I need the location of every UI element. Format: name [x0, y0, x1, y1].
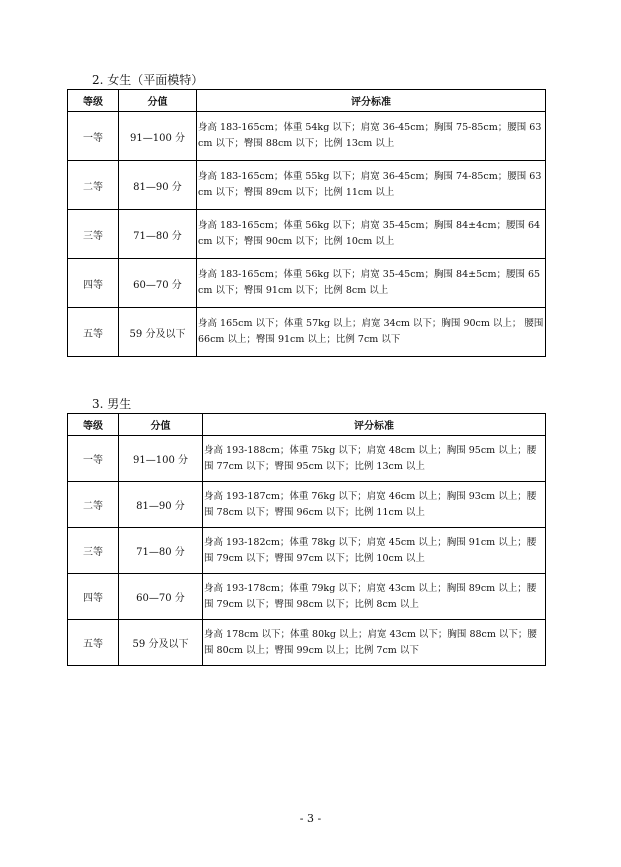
table-row [68, 308, 546, 357]
header-score: 分值 [119, 414, 203, 436]
table-row [68, 436, 546, 482]
grade-cell: 三等 [68, 210, 119, 259]
table-header-row [68, 90, 546, 112]
table-row [68, 528, 546, 574]
criteria-cell: 身高 193-188cm；体重 75kg 以下；肩宽 48cm 以上；胸围 95cm 以上；腰围 77cm 以下；臀围 95cm 以下；比例 13cm 以上 [203, 436, 546, 482]
criteria-cell: 身高 183-165cm；体重 56kg 以下；肩宽 35-45cm；胸围 84±5cm；腰围 65cm 以下；臀围 91cm 以下；比例 8cm 以上 [197, 259, 546, 308]
score-cell: 91—100 分 [119, 436, 203, 482]
criteria-cell: 身高 183-165cm；体重 54kg 以下；肩宽 36-45cm；胸围 75-85cm；腰围 63cm 以下；臀围 88cm 以下；比例 13cm 以上 [197, 112, 546, 161]
table-header-row [68, 414, 546, 436]
grade-cell: 二等 [68, 482, 119, 528]
header-grade: 等级 [68, 90, 119, 112]
table-row [68, 259, 546, 308]
table-row [68, 161, 546, 210]
score-cell: 59 分及以下 [119, 620, 203, 666]
grade-cell: 三等 [68, 528, 119, 574]
header-score: 分值 [119, 90, 197, 112]
grade-cell: 四等 [68, 574, 119, 620]
grade-cell: 五等 [68, 308, 119, 357]
grade-cell: 四等 [68, 259, 119, 308]
table-row [68, 210, 546, 259]
male-scoring-table [67, 413, 546, 666]
score-cell: 60—70 分 [119, 574, 203, 620]
section-title-female: 2. 女生（平面模特） [92, 73, 204, 87]
score-cell: 71—80 分 [119, 528, 203, 574]
score-cell: 71—80 分 [119, 210, 197, 259]
header-criteria: 评分标准 [203, 414, 546, 436]
female-scoring-table [67, 89, 546, 357]
grade-cell: 一等 [68, 436, 119, 482]
grade-cell: 五等 [68, 620, 119, 666]
score-cell: 59 分及以下 [119, 308, 197, 357]
score-cell: 60—70 分 [119, 259, 197, 308]
criteria-cell: 身高 183-165cm；体重 55kg 以下；肩宽 36-45cm；胸围 74-85cm；腰围 63cm 以下；臀围 89cm 以下；比例 11cm 以上 [197, 161, 546, 210]
criteria-cell: 身高 193-187cm；体重 76kg 以下；肩宽 46cm 以上；胸围 93cm 以上；腰围 78cm 以下；臀围 96cm 以下；比例 11cm 以上 [203, 482, 546, 528]
criteria-cell: 身高 183-165cm；体重 56kg 以下；肩宽 35-45cm；胸围 84±4cm；腰围 64cm 以下；臀围 90cm 以下；比例 10cm 以上 [197, 210, 546, 259]
table-row [68, 112, 546, 161]
section-title-male: 3. 男生 [92, 397, 132, 411]
score-cell: 81—90 分 [119, 482, 203, 528]
grade-cell: 二等 [68, 161, 119, 210]
header-grade: 等级 [68, 414, 119, 436]
table-row [68, 620, 546, 666]
grade-cell: 一等 [68, 112, 119, 161]
criteria-cell: 身高 193-182cm；体重 78kg 以下；肩宽 45cm 以上；胸围 91cm 以上；腰围 79cm 以下；臀围 97cm 以下；比例 10cm 以上 [203, 528, 546, 574]
score-cell: 81—90 分 [119, 161, 197, 210]
header-criteria: 评分标准 [197, 90, 546, 112]
criteria-cell: 身高 193-178cm；体重 79kg 以下；肩宽 43cm 以上；胸围 89cm 以上；腰围 79cm 以下；臀围 98cm 以下；比例 8cm 以上 [203, 574, 546, 620]
criteria-cell: 身高 165cm 以下；体重 57kg 以上；肩宽 34cm 以下；胸围 90cm 以上； 腰围 66cm 以上；臀围 91cm 以上；比例 7cm 以下 [197, 308, 546, 357]
table-row [68, 574, 546, 620]
table-row [68, 482, 546, 528]
score-cell: 91—100 分 [119, 112, 197, 161]
page-number: - 3 - [299, 812, 322, 825]
criteria-cell: 身高 178cm 以下；体重 80kg 以上；肩宽 43cm 以下；胸围 88cm 以下；腰围 80cm 以上；臀围 99cm 以上；比例 7cm 以下 [203, 620, 546, 666]
